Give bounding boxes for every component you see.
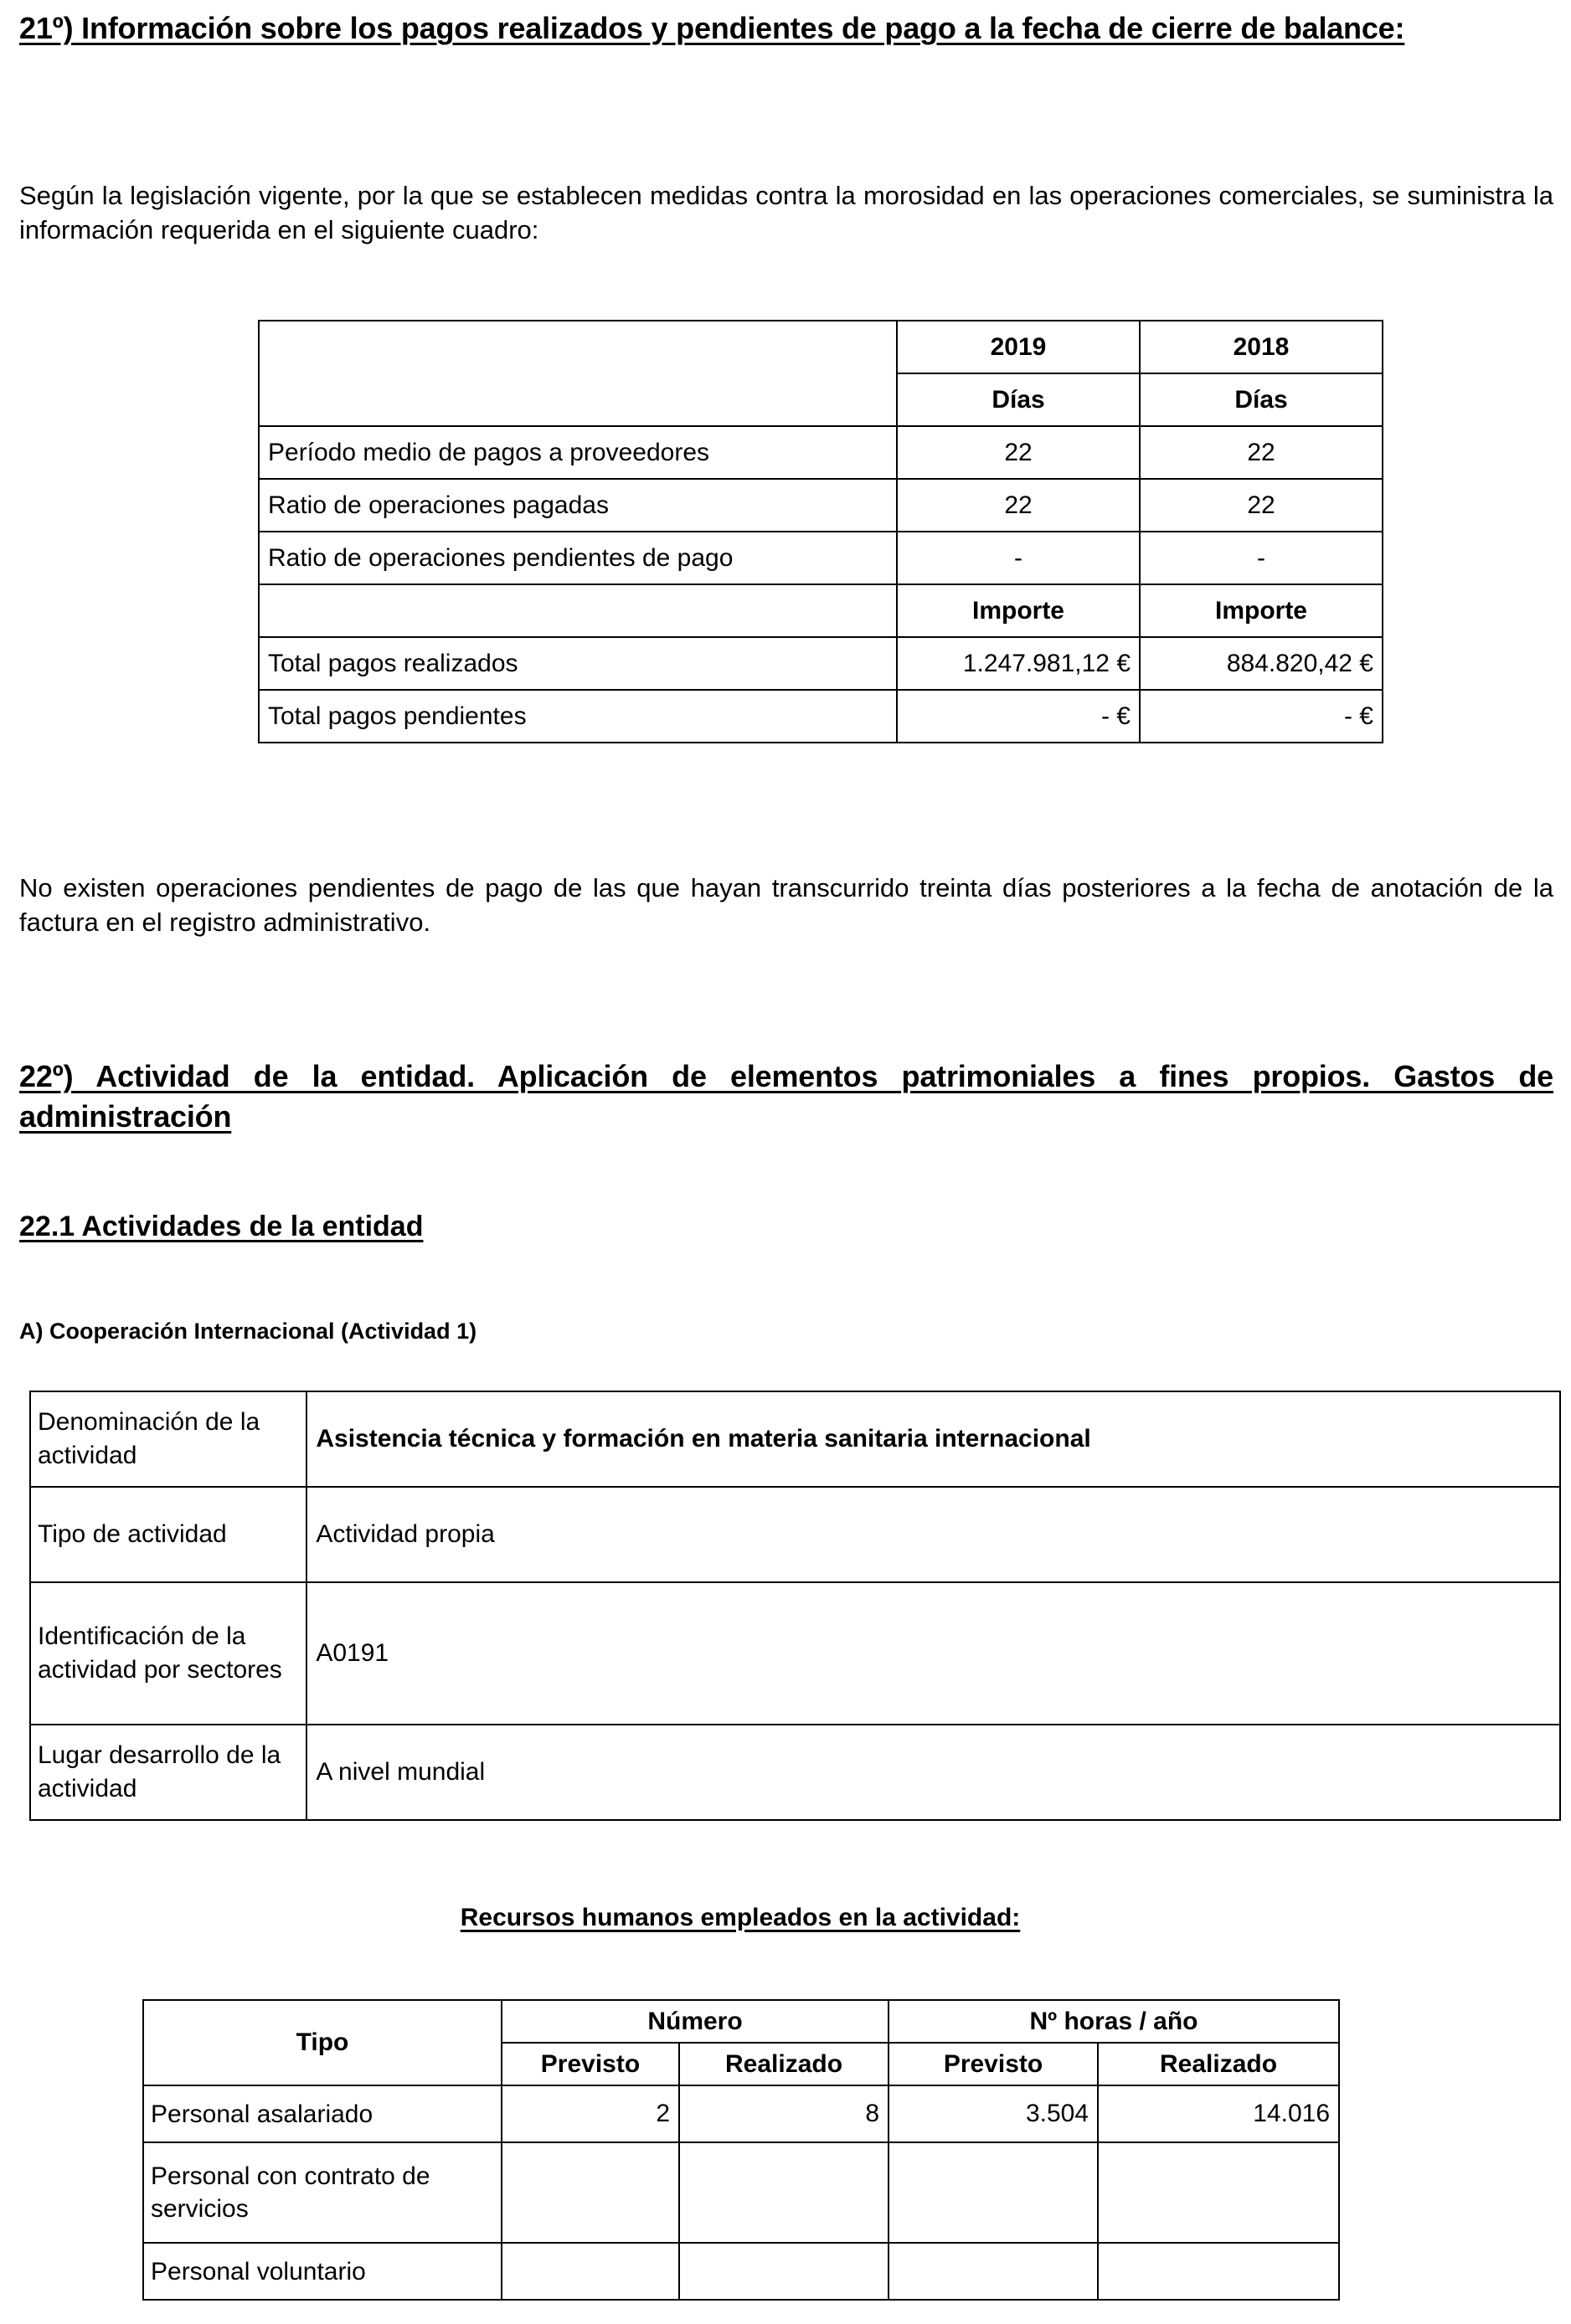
human-resources-table [142,1999,1340,2301]
header-previsto-horas: Previsto [889,2043,1098,2085]
rrhh-voluntario-num-previsto [502,2243,679,2300]
cell-total-pendientes-2018: - € [1140,690,1383,743]
activity-detail-table [29,1391,1561,1821]
empty-corner-cell-2 [259,373,897,426]
cell-periodo-medio-2018: 22 [1140,426,1383,479]
header-year-2018: 2018 [1140,321,1383,373]
cell-ratio-pendientes-2019: - [897,532,1140,584]
header-unit-dias-2018: Días [1140,373,1383,426]
table-header-row-group [143,2000,1339,2043]
header-tipo: Tipo [143,2000,502,2085]
header-unit-importe-2018: Importe [1140,584,1383,637]
cell-ratio-pagadas-2019: 22 [897,479,1140,532]
rrhh-row-label-asalariado: Personal asalariado [143,2085,502,2142]
rrhh-row-label-contrato-servicios: Personal con contrato de servicios [143,2142,502,2243]
header-previsto-numero: Previsto [502,2043,679,2085]
section-21-note-paragraph: No existen operaciones pendientes de pago de las que hayan transcurrido treinta días posteriores a la fecha de anotación de la factura en el registro administrativo. [19,873,1553,938]
table-row [30,1487,1560,1582]
table-row [143,2085,1339,2142]
header-horas-ano: Nº horas / año [889,2000,1339,2043]
activity-key-identificacion: Identificación de la actividad por sectores [30,1582,306,1725]
header-year-2019: 2019 [897,321,1140,373]
table-row [30,1391,1560,1487]
table-row [143,2243,1339,2300]
cell-ratio-pagadas-2018: 22 [1140,479,1383,532]
rrhh-voluntario-hrs-previsto [889,2243,1098,2300]
section-22-heading [19,1057,1553,1136]
rrhh-asalariado-num-realizado: 8 [679,2085,889,2142]
activity-value-identificacion: A0191 [306,1582,1560,1725]
table-row [143,2142,1339,2243]
header-unit-importe-2019: Importe [897,584,1140,637]
rrhh-row-label-voluntario: Personal voluntario [143,2243,502,2300]
rrhh-asalariado-hrs-realizado: 14.016 [1098,2085,1339,2142]
activity-key-denominacion: Denominación de la actividad [30,1391,306,1487]
cell-total-realizados-2018: 884.820,42 € [1140,637,1383,690]
header-unit-dias-2019: Días [897,373,1140,426]
header-numero: Número [502,2000,889,2043]
rrhh-contrato-hrs-realizado [1098,2142,1339,2243]
activity-value-tipo: Actividad propia [306,1487,1560,1582]
activity-value-denominacion: Asistencia técnica y formación en materia sanitaria internacional [306,1391,1560,1487]
cell-periodo-medio-2019: 22 [897,426,1140,479]
row-label-ratio-pendientes: Ratio de operaciones pendientes de pago [259,532,897,584]
table-row [259,532,1383,584]
header-realizado-horas: Realizado [1098,2043,1339,2085]
section-22-1-subheading: 22.1 Actividades de la entidad [19,1211,424,1242]
table-row [30,1725,1560,1820]
table-row [259,479,1383,532]
row-label-periodo-medio: Período medio de pagos a proveedores [259,426,897,479]
activity-value-lugar: A nivel mundial [306,1725,1560,1820]
header-realizado-numero: Realizado [679,2043,889,2085]
empty-corner-cell [259,321,897,373]
rrhh-contrato-num-realizado [679,2142,889,2243]
cell-total-pendientes-2019: - € [897,690,1140,743]
cell-ratio-pendientes-2018: - [1140,532,1383,584]
table-row [259,426,1383,479]
table-row-units-dias [259,373,1383,426]
table-row [259,690,1383,743]
rrhh-contrato-num-previsto [502,2142,679,2243]
rrhh-voluntario-hrs-realizado [1098,2243,1339,2300]
rrhh-asalariado-hrs-previsto: 3.504 [889,2085,1098,2142]
cell-total-realizados-2019: 1.247.981,12 € [897,637,1140,690]
row-label-total-pagos-pendientes: Total pagos pendientes [259,690,897,743]
row-label-ratio-pagadas: Ratio de operaciones pagadas [259,479,897,532]
section-22-heading-text: 22º) Actividad de la entidad. Aplicación de elementos patrimoniales a fines propios. Gastos de administración [19,1059,1553,1134]
section-21-heading-text: 21º) Información sobre los pagos realizados y pendientes de pago a la fecha de cierre de balance: [19,11,1405,45]
section-21-heading [19,8,1555,49]
table-row-years [259,321,1383,373]
payments-table [258,320,1383,743]
rrhh-section-title [142,1904,1338,1932]
table-row-units-importe [259,584,1383,637]
table-row [30,1582,1560,1725]
activity-a-label: A) Cooperación Internacional (Actividad 1) [19,1319,477,1344]
section-21-intro-paragraph: Según la legislación vigente, por la que se establecen medidas contra la morosidad en las operaciones comerciales, se suministra la información requerida en el siguiente cuadro: [19,181,1553,245]
rrhh-contrato-hrs-previsto [889,2142,1098,2243]
row-label-total-pagos-realizados: Total pagos realizados [259,637,897,690]
table-row [259,637,1383,690]
empty-corner-cell-3 [259,584,897,637]
rrhh-voluntario-num-realizado [679,2243,889,2300]
activity-key-tipo: Tipo de actividad [30,1487,306,1582]
activity-key-lugar: Lugar desarrollo de la actividad [30,1725,306,1820]
rrhh-section-title-text: Recursos humanos empleados en la actividad: [460,1904,1021,1931]
rrhh-asalariado-num-previsto: 2 [502,2085,679,2142]
